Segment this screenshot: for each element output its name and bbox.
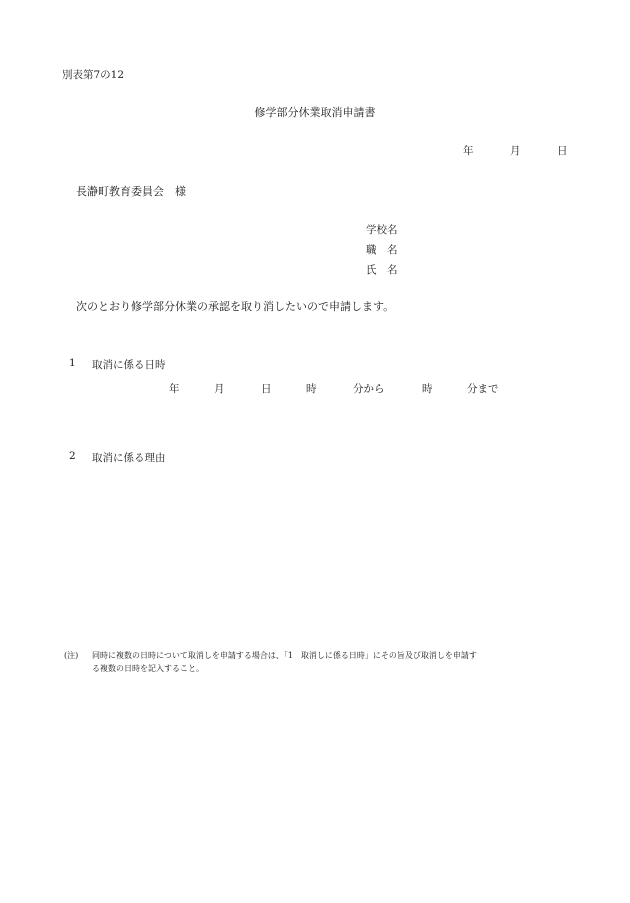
document-title: 修学部分休業取消申請書: [254, 106, 376, 119]
note-label: (注): [64, 651, 79, 660]
name-label: 氏 名: [366, 264, 398, 276]
section-heading: 取消に係る理由: [92, 452, 166, 464]
section-heading: 取消に係る日時: [92, 359, 166, 371]
datetime-hour-to-label: 時: [422, 383, 433, 395]
form-number: 別表第7の12: [62, 69, 125, 81]
school-name-label: 学校名: [366, 224, 398, 236]
intro-text: 次のとおり修学部分休業の承認を取り消したいので申請します。: [76, 300, 395, 313]
datetime-minute-to-label: 分まで: [467, 383, 499, 395]
datetime-minute-from-label: 分から: [353, 383, 385, 395]
datetime-day-label: 日: [261, 383, 272, 395]
note-text-line: 同時に複数の日時について取消しを申請する場合は、「1 取消しに係る日時」にその旨及び取消しを申請す: [92, 651, 477, 660]
section-number: 1: [69, 357, 76, 369]
datetime-month-label: 月: [214, 383, 225, 395]
section-number: 2: [69, 450, 76, 462]
datetime-year-label: 年: [169, 383, 180, 395]
position-label: 職 名: [366, 244, 398, 256]
date-year-label: 年: [463, 145, 474, 157]
date-month-label: 月: [510, 145, 521, 157]
date-day-label: 日: [557, 145, 568, 157]
addressee: 長瀞町教育委員会 様: [76, 185, 186, 198]
datetime-hour-label: 時: [306, 383, 317, 395]
note-text-line: る複数の日時を記入すること。: [92, 664, 204, 673]
